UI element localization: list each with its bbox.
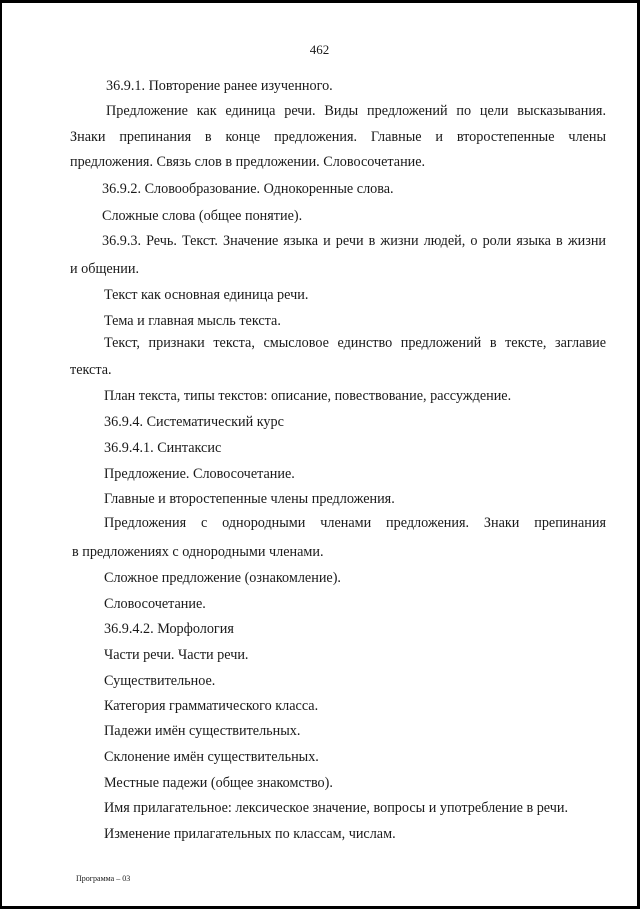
paragraph-line: Предложение. Словосочетание. <box>104 466 295 482</box>
paragraph-line: План текста, типы текстов: описание, повествование, рассуждение. <box>104 388 512 404</box>
section-heading-36-9-4: 36.9.4. Систематический курс <box>104 414 284 430</box>
section-heading-36-9-4-2: 36.9.4.2. Морфология <box>104 621 234 637</box>
footer-label: Программа – 03 <box>76 874 131 883</box>
paragraph-line: и общении. <box>70 261 139 277</box>
paragraph-line: в предложениях с однородными членами. <box>72 544 324 560</box>
paragraph-line: Сложные слова (общее понятие). <box>102 208 303 224</box>
paragraph-line: Словосочетание. <box>104 596 206 612</box>
paragraph-line: Изменение прилагательных по классам, числам. <box>104 826 396 842</box>
section-heading-36-9-4-1: 36.9.4.1. Синтаксис <box>104 440 222 456</box>
paragraph-line: Категория грамматического класса. <box>104 698 319 714</box>
section-heading-36-9-3: 36.9.3. Речь. Текст. Значение языка и речи в жизни людей, о роли языка в жизни <box>102 233 606 249</box>
section-heading-36-9-1: 36.9.1. Повторение ранее изученного. <box>106 78 333 94</box>
paragraph-line: Тема и главная мысль текста. <box>104 313 281 329</box>
paragraph-line: Главные и второстепенные члены предложения. <box>104 491 395 507</box>
paragraph-line: Текст, признаки текста, смысловое единство предложений в тексте, заглавие <box>104 335 606 351</box>
paragraph-line: Части речи. Части речи. <box>104 647 249 663</box>
paragraph-line: Склонение имён существительных. <box>104 749 319 765</box>
paragraph-line: Текст как основная единица речи. <box>104 287 309 303</box>
paragraph-line: Существительное. <box>104 673 216 689</box>
section-heading-36-9-2: 36.9.2. Словообразование. Однокоренные слова. <box>102 181 394 197</box>
paragraph-line: предложения. Связь слов в предложении. Словосочетание. <box>70 154 426 170</box>
paragraph-line: Сложное предложение (ознакомление). <box>104 570 341 586</box>
paragraph-line: Знаки препинания в конце предложения. Главные и второстепенные члены <box>70 129 606 145</box>
paragraph-line: Падежи имён существительных. <box>104 723 301 739</box>
paragraph-line: Местные падежи (общее знакомство). <box>104 775 333 791</box>
paragraph-line: текста. <box>70 362 112 378</box>
paragraph-line: Предложение как единица речи. Виды предложений по цели высказывания. <box>106 103 606 119</box>
page-number: 462 <box>309 42 330 57</box>
paragraph-line: Предложения с однородными членами предложения. Знаки препинания <box>104 515 606 531</box>
paragraph-line: Имя прилагательное: лексическое значение, вопросы и употребление в речи. <box>104 800 569 816</box>
